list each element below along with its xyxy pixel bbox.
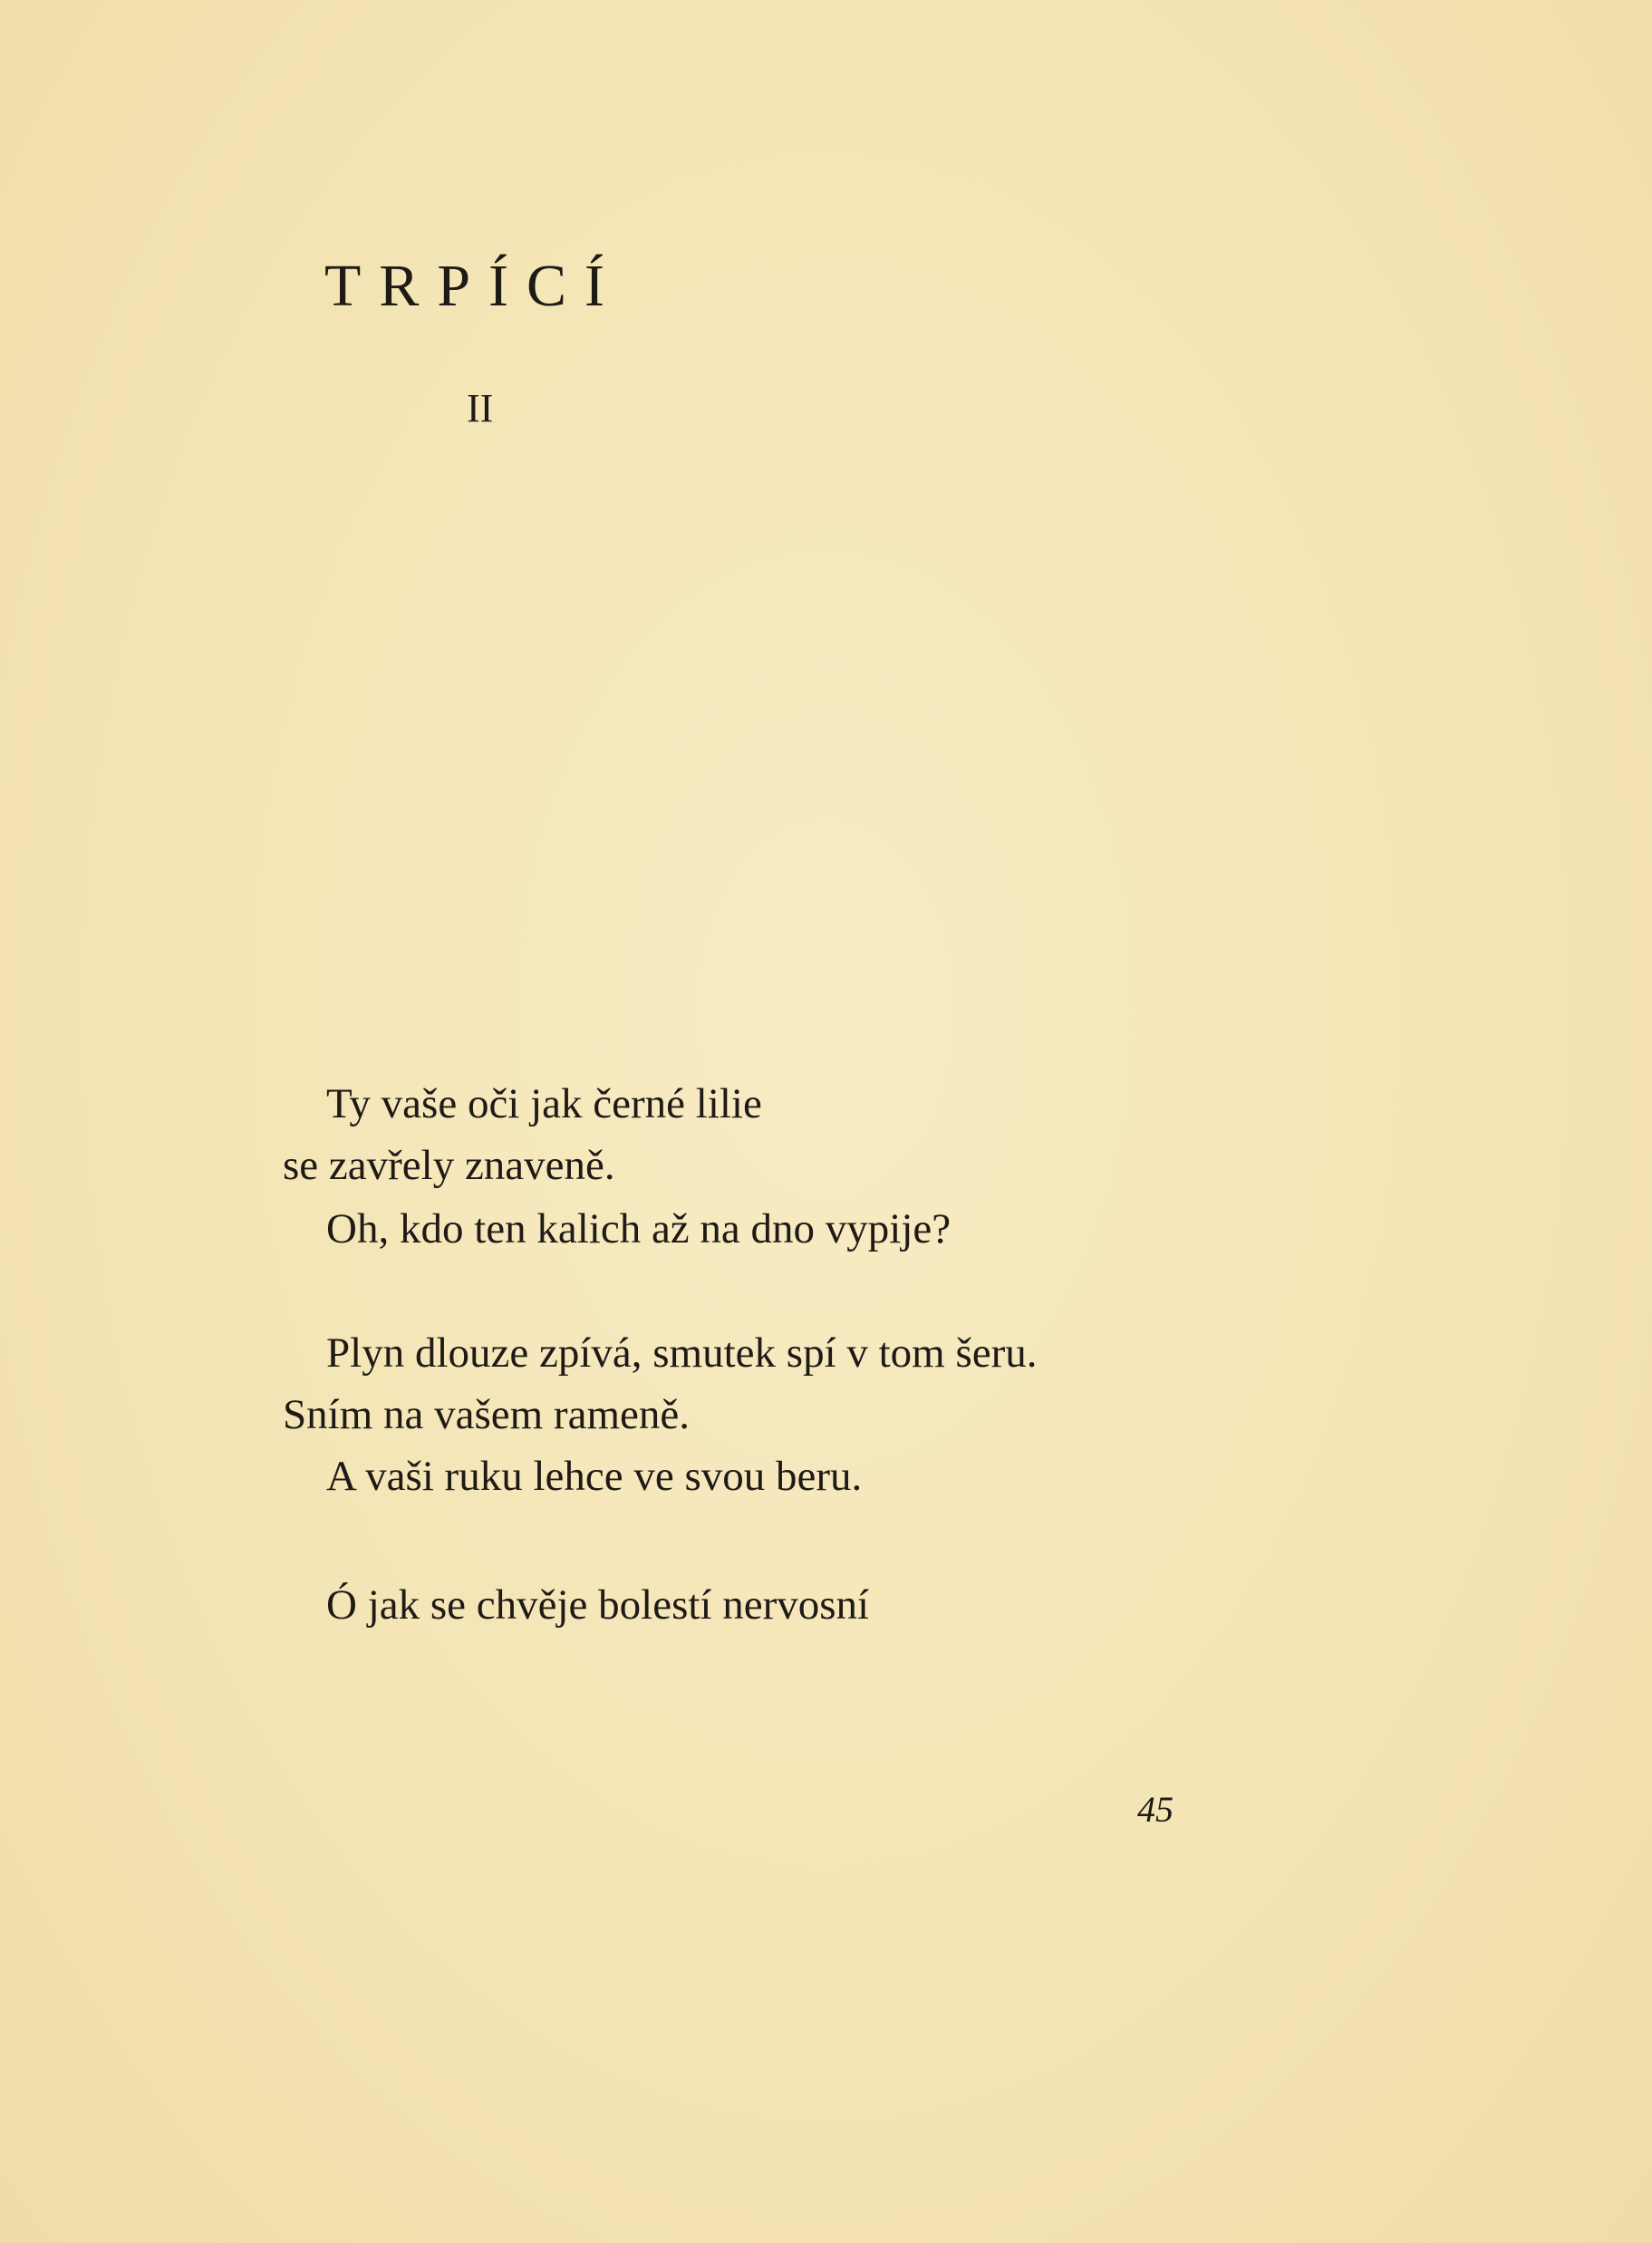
poem-line: se zavřely znaveně. [283, 1142, 615, 1189]
section-number: II [467, 386, 494, 430]
poem-line: Oh, kdo ten kalich až na dno vypije? [326, 1205, 952, 1252]
poem-line: Ty vaše oči jak černé lilie [326, 1080, 762, 1127]
poem-line: Ó jak se chvěje bolestí nervosní [326, 1581, 870, 1629]
page-number: 45 [1137, 1789, 1174, 1830]
poem-line: Plyn dlouze zpívá, smutek spí v tom šeru. [326, 1329, 1038, 1377]
poem-title: TRPÍCÍ [324, 253, 623, 319]
poem-line: Sním na vašem rameně. [283, 1391, 690, 1438]
poem-line: A vaši ruku lehce ve svou beru. [326, 1453, 863, 1500]
